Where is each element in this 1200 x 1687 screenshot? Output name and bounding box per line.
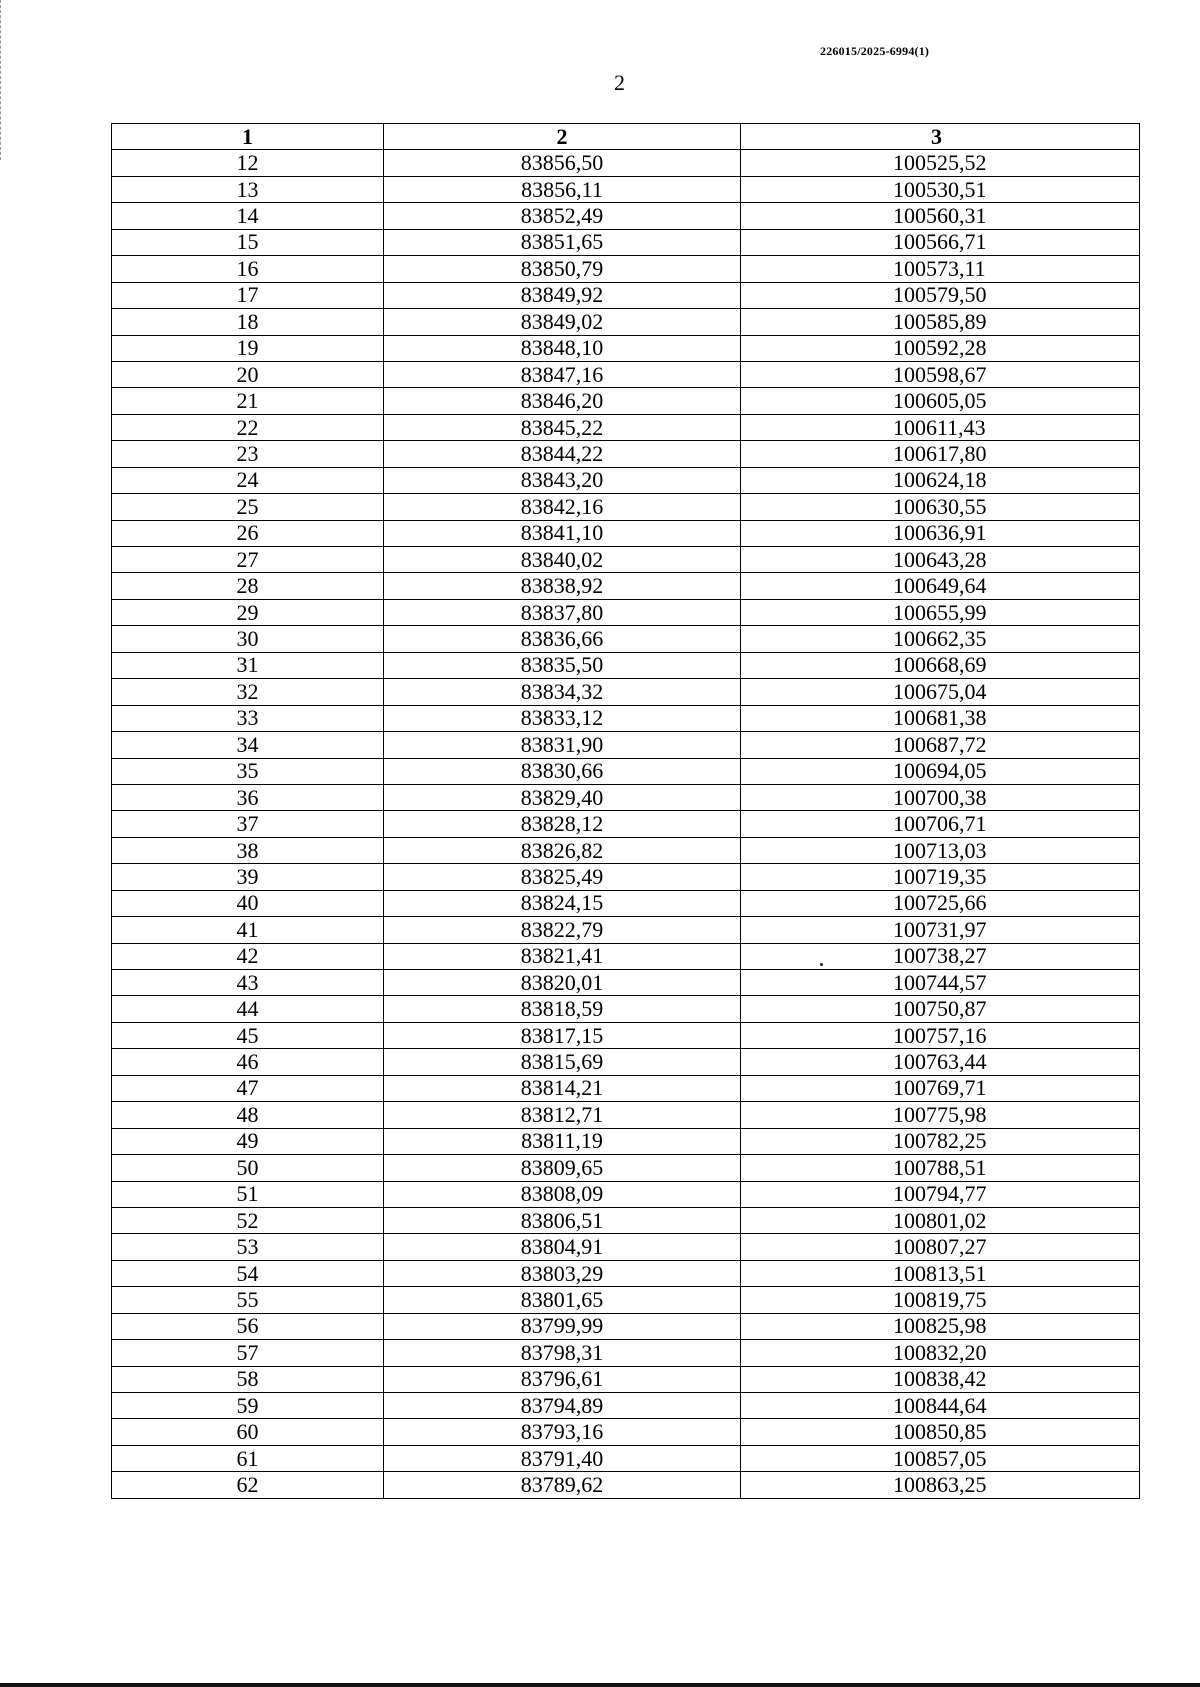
- point-number-cell: 37: [112, 811, 384, 837]
- table-row: [112, 811, 1140, 837]
- coordinate-y-cell: 100857,05: [741, 1445, 1140, 1471]
- table-row: [112, 1022, 1140, 1048]
- table-row: [112, 1445, 1140, 1471]
- coordinate-y-cell: 100775,98: [741, 1102, 1140, 1128]
- coordinate-y-cell: 100838,42: [741, 1366, 1140, 1392]
- coordinate-y-cell: 100769,71: [741, 1075, 1140, 1101]
- coordinate-x-cell: 83821,41: [384, 943, 741, 969]
- point-number-cell: 34: [112, 732, 384, 758]
- coordinate-x-cell: 83824,15: [384, 890, 741, 916]
- table-row: [112, 176, 1140, 202]
- table-row: [112, 1393, 1140, 1419]
- table-row: [112, 996, 1140, 1022]
- coordinate-y-cell: 100744,57: [741, 970, 1140, 996]
- coordinate-y-cell: 100579,50: [741, 282, 1140, 308]
- table-row: [112, 1102, 1140, 1128]
- point-number-cell: 16: [112, 256, 384, 282]
- coordinate-x-cell: 83829,40: [384, 784, 741, 810]
- point-number-cell: 39: [112, 864, 384, 890]
- coordinate-x-cell: 83847,16: [384, 361, 741, 387]
- scan-speck: [820, 963, 823, 966]
- coordinate-x-cell: 83837,80: [384, 599, 741, 625]
- coordinate-y-cell: 100750,87: [741, 996, 1140, 1022]
- coordinate-y-cell: 100832,20: [741, 1340, 1140, 1366]
- coordinate-x-cell: 83840,02: [384, 547, 741, 573]
- table-row: [112, 917, 1140, 943]
- point-number-cell: 17: [112, 282, 384, 308]
- coordinate-y-cell: 100681,38: [741, 705, 1140, 731]
- coordinate-x-cell: 83848,10: [384, 335, 741, 361]
- coordinate-y-cell: 100560,31: [741, 203, 1140, 229]
- table-row: [112, 494, 1140, 520]
- point-number-cell: 14: [112, 203, 384, 229]
- point-number-cell: 27: [112, 547, 384, 573]
- coordinate-x-cell: 83856,11: [384, 176, 741, 202]
- table-row: [112, 705, 1140, 731]
- point-number-cell: 47: [112, 1075, 384, 1101]
- table-row: [112, 335, 1140, 361]
- coordinate-y-cell: 100738,27: [741, 943, 1140, 969]
- point-number-cell: 20: [112, 361, 384, 387]
- coordinate-y-cell: 100850,85: [741, 1419, 1140, 1445]
- coordinate-x-cell: 83849,92: [384, 282, 741, 308]
- table-row: [112, 970, 1140, 996]
- table-row: [112, 1340, 1140, 1366]
- point-number-cell: 30: [112, 626, 384, 652]
- coordinate-y-cell: 100844,64: [741, 1393, 1140, 1419]
- coordinate-x-cell: 83849,02: [384, 309, 741, 335]
- column-header-3: 3: [741, 124, 1140, 150]
- coordinate-x-cell: 83851,65: [384, 229, 741, 255]
- point-number-cell: 21: [112, 388, 384, 414]
- coordinate-y-cell: 100649,64: [741, 573, 1140, 599]
- coordinate-y-cell: 100825,98: [741, 1313, 1140, 1339]
- point-number-cell: 53: [112, 1234, 384, 1260]
- point-number-cell: 36: [112, 784, 384, 810]
- coordinate-x-cell: 83831,90: [384, 732, 741, 758]
- table-row: [112, 1181, 1140, 1207]
- coordinate-x-cell: 83796,61: [384, 1366, 741, 1392]
- coordinate-y-cell: 100687,72: [741, 732, 1140, 758]
- table-row: [112, 1472, 1140, 1498]
- coordinate-x-cell: 83818,59: [384, 996, 741, 1022]
- point-number-cell: 25: [112, 494, 384, 520]
- coordinate-y-cell: 100611,43: [741, 414, 1140, 440]
- point-number-cell: 51: [112, 1181, 384, 1207]
- coordinate-x-cell: 83838,92: [384, 573, 741, 599]
- coordinates-table: [111, 123, 1140, 1499]
- table-row: [112, 203, 1140, 229]
- coordinate-y-cell: 100757,16: [741, 1022, 1140, 1048]
- point-number-cell: 33: [112, 705, 384, 731]
- coordinate-y-cell: 100694,05: [741, 758, 1140, 784]
- coordinate-x-cell: 83826,82: [384, 837, 741, 863]
- table-row: [112, 1234, 1140, 1260]
- point-number-cell: 49: [112, 1128, 384, 1154]
- table-row: [112, 414, 1140, 440]
- table-row: [112, 943, 1140, 969]
- coordinate-y-cell: 100592,28: [741, 335, 1140, 361]
- coordinate-y-cell: 100530,51: [741, 176, 1140, 202]
- coordinate-y-cell: 100731,97: [741, 917, 1140, 943]
- point-number-cell: 15: [112, 229, 384, 255]
- point-number-cell: 26: [112, 520, 384, 546]
- coordinate-x-cell: 83835,50: [384, 652, 741, 678]
- coordinate-x-cell: 83793,16: [384, 1419, 741, 1445]
- table-row: [112, 1366, 1140, 1392]
- coordinate-x-cell: 83830,66: [384, 758, 741, 784]
- point-number-cell: 42: [112, 943, 384, 969]
- header-row: [112, 124, 1140, 150]
- coordinate-x-cell: 83834,32: [384, 679, 741, 705]
- coordinate-x-cell: 83799,99: [384, 1313, 741, 1339]
- coordinate-x-cell: 83825,49: [384, 864, 741, 890]
- table-row: [112, 837, 1140, 863]
- point-number-cell: 56: [112, 1313, 384, 1339]
- point-number-cell: 62: [112, 1472, 384, 1498]
- coordinate-y-cell: 100813,51: [741, 1260, 1140, 1286]
- coordinate-y-cell: 100668,69: [741, 652, 1140, 678]
- point-number-cell: 54: [112, 1260, 384, 1286]
- table-row: [112, 388, 1140, 414]
- table-row: [112, 1155, 1140, 1181]
- coordinate-x-cell: 83803,29: [384, 1260, 741, 1286]
- column-header-2: 2: [384, 124, 741, 150]
- coordinate-y-cell: 100675,04: [741, 679, 1140, 705]
- coordinate-y-cell: 100605,05: [741, 388, 1140, 414]
- coordinate-x-cell: 83833,12: [384, 705, 741, 731]
- table-row: [112, 1287, 1140, 1313]
- coordinate-y-cell: 100782,25: [741, 1128, 1140, 1154]
- coordinate-y-cell: 100819,75: [741, 1287, 1140, 1313]
- point-number-cell: 19: [112, 335, 384, 361]
- coordinate-y-cell: 100573,11: [741, 256, 1140, 282]
- coordinate-x-cell: 83841,10: [384, 520, 741, 546]
- table-row: [112, 282, 1140, 308]
- point-number-cell: 31: [112, 652, 384, 678]
- coordinate-x-cell: 83856,50: [384, 150, 741, 176]
- coordinate-y-cell: 100525,52: [741, 150, 1140, 176]
- point-number-cell: 24: [112, 467, 384, 493]
- table-row: [112, 547, 1140, 573]
- table-body: [112, 150, 1140, 1498]
- coordinate-y-cell: 100636,91: [741, 520, 1140, 546]
- coordinate-y-cell: 100713,03: [741, 837, 1140, 863]
- point-number-cell: 48: [112, 1102, 384, 1128]
- coordinate-y-cell: 100617,80: [741, 441, 1140, 467]
- table-row: [112, 150, 1140, 176]
- point-number-cell: 59: [112, 1393, 384, 1419]
- coordinate-y-cell: 100700,38: [741, 784, 1140, 810]
- table-row: [112, 441, 1140, 467]
- column-header-1: 1: [112, 124, 384, 150]
- table-row: [112, 679, 1140, 705]
- table-row: [112, 229, 1140, 255]
- coordinate-x-cell: 83809,65: [384, 1155, 741, 1181]
- point-number-cell: 44: [112, 996, 384, 1022]
- coordinate-x-cell: 83822,79: [384, 917, 741, 943]
- point-number-cell: 50: [112, 1155, 384, 1181]
- table-row: [112, 626, 1140, 652]
- table-row: [112, 652, 1140, 678]
- coordinate-y-cell: 100763,44: [741, 1049, 1140, 1075]
- coordinate-x-cell: 83804,91: [384, 1234, 741, 1260]
- table-row: [112, 256, 1140, 282]
- table-row: [112, 1049, 1140, 1075]
- point-number-cell: 41: [112, 917, 384, 943]
- coordinate-y-cell: 100624,18: [741, 467, 1140, 493]
- point-number-cell: 28: [112, 573, 384, 599]
- table-row: [112, 1260, 1140, 1286]
- point-number-cell: 52: [112, 1207, 384, 1233]
- coordinate-y-cell: 100807,27: [741, 1234, 1140, 1260]
- coordinate-y-cell: 100801,02: [741, 1207, 1140, 1233]
- scan-edge-mark: [0, 0, 3, 160]
- coordinate-y-cell: 100788,51: [741, 1155, 1140, 1181]
- coordinate-y-cell: 100630,55: [741, 494, 1140, 520]
- page-number: 2: [614, 70, 625, 95]
- point-number-cell: 38: [112, 837, 384, 863]
- point-number-cell: 45: [112, 1022, 384, 1048]
- point-number-cell: 22: [112, 414, 384, 440]
- scan-bottom-edge: [0, 1683, 1200, 1687]
- coordinate-x-cell: 83820,01: [384, 970, 741, 996]
- table-row: [112, 732, 1140, 758]
- coordinate-x-cell: 83836,66: [384, 626, 741, 652]
- point-number-cell: 18: [112, 309, 384, 335]
- point-number-cell: 43: [112, 970, 384, 996]
- point-number-cell: 55: [112, 1287, 384, 1313]
- table-row: [112, 1313, 1140, 1339]
- coordinate-x-cell: 83844,22: [384, 441, 741, 467]
- coordinate-x-cell: 83808,09: [384, 1181, 741, 1207]
- coordinate-y-cell: 100655,99: [741, 599, 1140, 625]
- point-number-cell: 60: [112, 1419, 384, 1445]
- table-row: [112, 1128, 1140, 1154]
- coordinate-y-cell: 100794,77: [741, 1181, 1140, 1207]
- table-row: [112, 1207, 1140, 1233]
- coordinate-x-cell: 83815,69: [384, 1049, 741, 1075]
- coordinate-x-cell: 83789,62: [384, 1472, 741, 1498]
- coordinate-y-cell: 100863,25: [741, 1472, 1140, 1498]
- coordinate-y-cell: 100585,89: [741, 309, 1140, 335]
- coordinate-x-cell: 83791,40: [384, 1445, 741, 1471]
- coordinate-y-cell: 100566,71: [741, 229, 1140, 255]
- table-row: [112, 890, 1140, 916]
- point-number-cell: 12: [112, 150, 384, 176]
- document-id: 226015/2025-6994(1): [820, 44, 930, 58]
- coordinate-x-cell: 83846,20: [384, 388, 741, 414]
- coordinate-x-cell: 83817,15: [384, 1022, 741, 1048]
- table-row: [112, 573, 1140, 599]
- table-row: [112, 467, 1140, 493]
- coordinate-x-cell: 83852,49: [384, 203, 741, 229]
- point-number-cell: 35: [112, 758, 384, 784]
- coordinate-y-cell: 100706,71: [741, 811, 1140, 837]
- coordinate-x-cell: 83843,20: [384, 467, 741, 493]
- point-number-cell: 40: [112, 890, 384, 916]
- table-row: [112, 520, 1140, 546]
- coordinate-x-cell: 83845,22: [384, 414, 741, 440]
- table-row: [112, 784, 1140, 810]
- table-row: [112, 1419, 1140, 1445]
- point-number-cell: 58: [112, 1366, 384, 1392]
- coordinate-x-cell: 83794,89: [384, 1393, 741, 1419]
- table-row: [112, 361, 1140, 387]
- point-number-cell: 61: [112, 1445, 384, 1471]
- point-number-cell: 13: [112, 176, 384, 202]
- coordinate-x-cell: 83842,16: [384, 494, 741, 520]
- point-number-cell: 29: [112, 599, 384, 625]
- coordinate-x-cell: 83850,79: [384, 256, 741, 282]
- coordinate-y-cell: 100662,35: [741, 626, 1140, 652]
- coordinate-x-cell: 83828,12: [384, 811, 741, 837]
- coordinate-y-cell: 100598,67: [741, 361, 1140, 387]
- coordinate-x-cell: 83812,71: [384, 1102, 741, 1128]
- point-number-cell: 57: [112, 1340, 384, 1366]
- coordinate-x-cell: 83801,65: [384, 1287, 741, 1313]
- table-row: [112, 864, 1140, 890]
- table-header: [112, 124, 1140, 150]
- coordinate-x-cell: 83814,21: [384, 1075, 741, 1101]
- coordinate-y-cell: 100719,35: [741, 864, 1140, 890]
- coordinate-y-cell: 100643,28: [741, 547, 1140, 573]
- coordinate-x-cell: 83798,31: [384, 1340, 741, 1366]
- table-row: [112, 758, 1140, 784]
- table-row: [112, 599, 1140, 625]
- coordinate-y-cell: 100725,66: [741, 890, 1140, 916]
- table-row: [112, 309, 1140, 335]
- table-row: [112, 1075, 1140, 1101]
- coordinate-x-cell: 83811,19: [384, 1128, 741, 1154]
- coordinate-x-cell: 83806,51: [384, 1207, 741, 1233]
- point-number-cell: 23: [112, 441, 384, 467]
- point-number-cell: 46: [112, 1049, 384, 1075]
- point-number-cell: 32: [112, 679, 384, 705]
